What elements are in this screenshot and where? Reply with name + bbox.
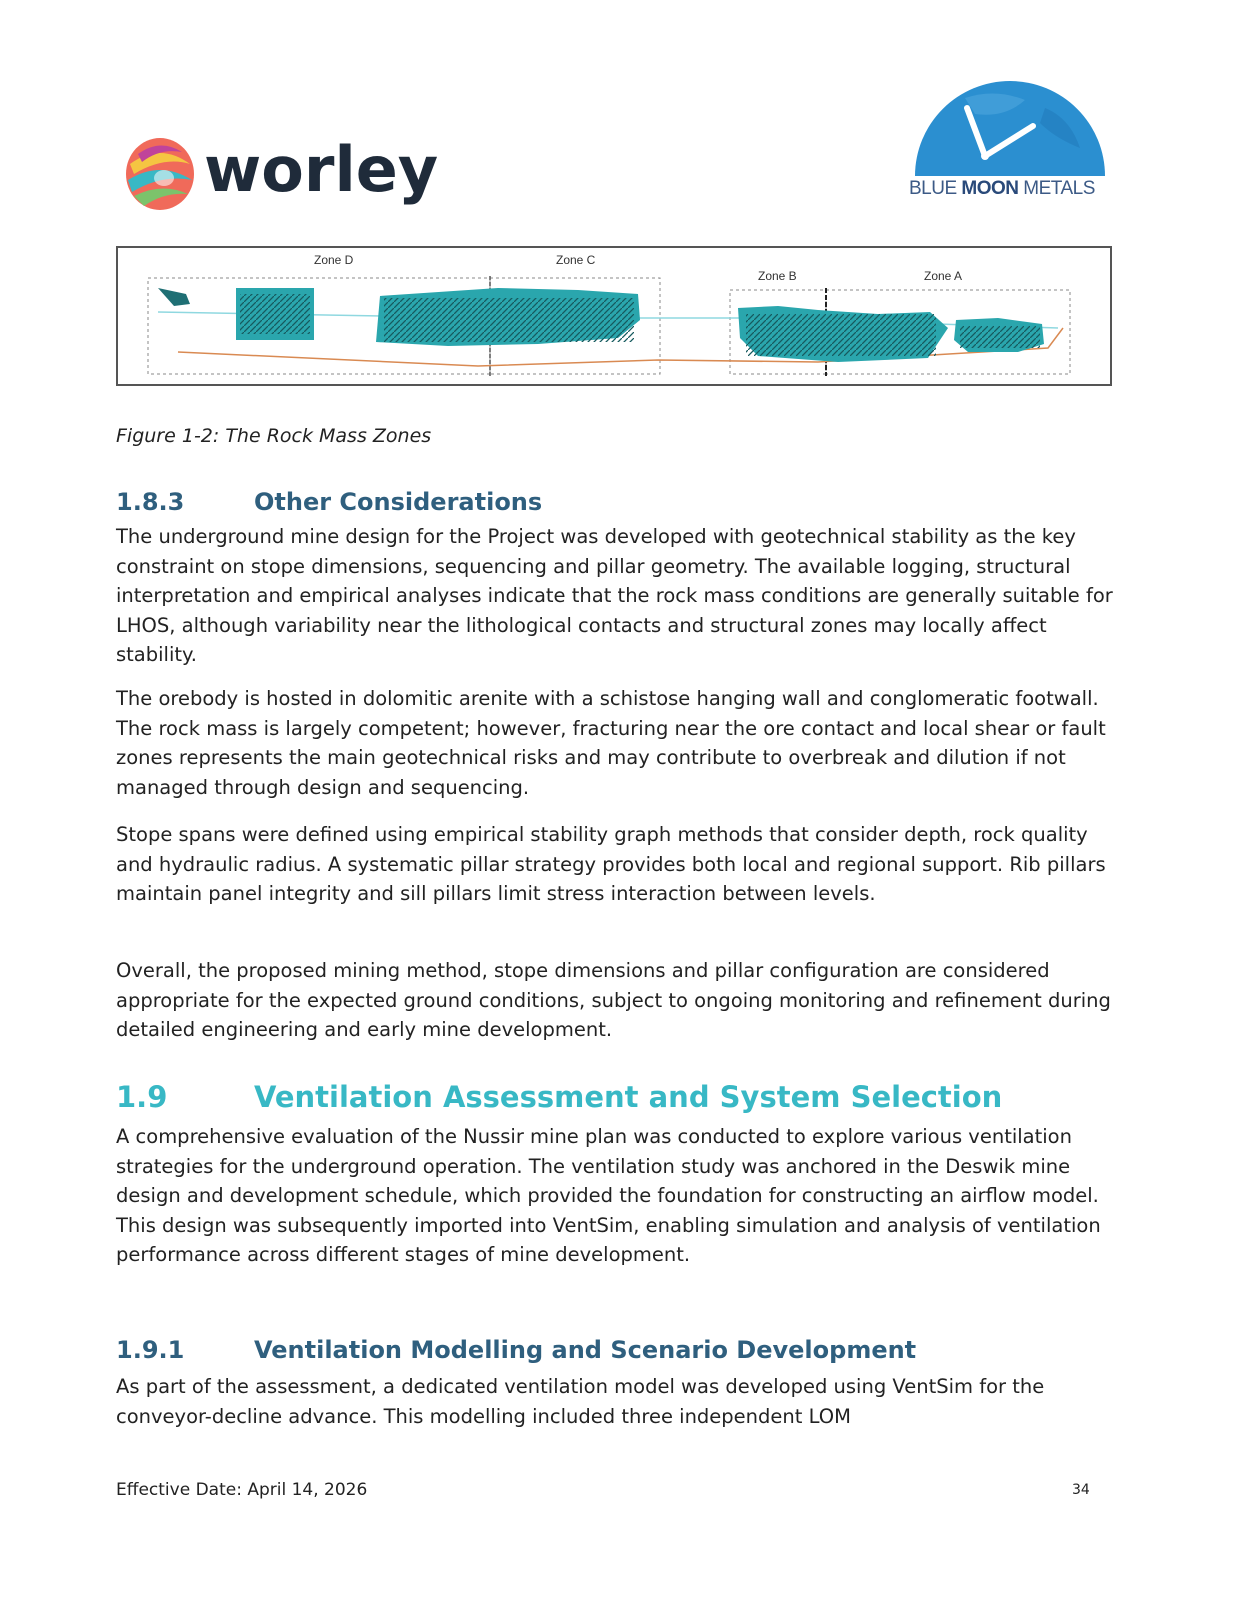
paragraph: The orebody is hosted in dolomitic arenite with a schistose hanging wall and conglomeratic footwall. The rock mass is largely competent; however, fracturing near the ore contact and local shear or fault zones represents the main geotechnical risks and may contribute to overbreak and dilution if not managed through design and sequencing.: [116, 687, 1106, 799]
worley-logo: [124, 130, 444, 220]
paragraph: Overall, the proposed mining method, stope dimensions and pillar configuration are considered appropriate for the expected ground conditions, subject to ongoing monitoring and refinement during detailed engineering and early mine development.: [116, 959, 1111, 1041]
section-number: 1.9: [116, 1080, 168, 1114]
moon-icon: [905, 78, 1115, 178]
worley-wordmark: worley: [204, 133, 439, 206]
section-title: Ventilation Assessment and System Selection: [254, 1080, 1003, 1114]
paragraph: As part of the assessment, a dedicated ventilation model was developed using VentSim for the conveyor-decline advance. This modelling included three independent LOM: [116, 1375, 1045, 1428]
footer-effective-date: Effective Date: April 14, 2026: [116, 1480, 368, 1500]
figure-caption: Figure 1-2: The Rock Mass Zones: [116, 425, 432, 447]
zone-d-label: Zone D: [314, 253, 354, 267]
zone-b-label: Zone B: [758, 269, 797, 283]
stope-blocks: [158, 288, 1044, 362]
section-number: 1.9.1: [116, 1336, 185, 1364]
section-title: Other Considerations: [254, 488, 543, 516]
footer-page-number: 34: [1072, 1482, 1090, 1498]
paragraph: The underground mine design for the Project was developed with geotechnical stability as the key constraint on stope dimensions, sequencing and pillar geometry. The available logging, structural interpretation and empirical analyses indicate that the rock mass conditions are generally suitable for LHOS, although variability near the lithological contacts and structural zones may locally affect stability.: [116, 525, 1113, 666]
rock-mass-zones-figure: [116, 246, 1112, 386]
section-number: 1.8.3: [116, 488, 185, 516]
rock-mass-zones-diagram: [118, 248, 1110, 384]
blue-moon-metals-wordmark: BLUE MOON METALS: [909, 178, 1095, 199]
zone-c-label: Zone C: [556, 253, 596, 267]
paragraph: A comprehensive evaluation of the Nussir mine plan was conducted to explore various ventilation strategies for the underground operation. The ventilation study was anchored in the Deswik mine design and development schedule, which provided the foundation for constructing an airflow model. This design was subsequently imported into VentSim, enabling simulation and analysis of ventilation performance across different stages of mine development.: [116, 1125, 1101, 1266]
zone-a-label: Zone A: [924, 269, 963, 283]
worley-swirl-icon: [124, 134, 196, 214]
paragraph: Stope spans were defined using empirical stability graph methods that consider depth, rock quality and hydraulic radius. A systematic pillar strategy provides both local and regional support. Rib pillars maintain panel integrity and sill pillars limit stress interaction between levels.: [116, 823, 1106, 905]
blue-moon-metals-logo: [905, 78, 1115, 206]
section-title: Ventilation Modelling and Scenario Development: [254, 1336, 917, 1364]
